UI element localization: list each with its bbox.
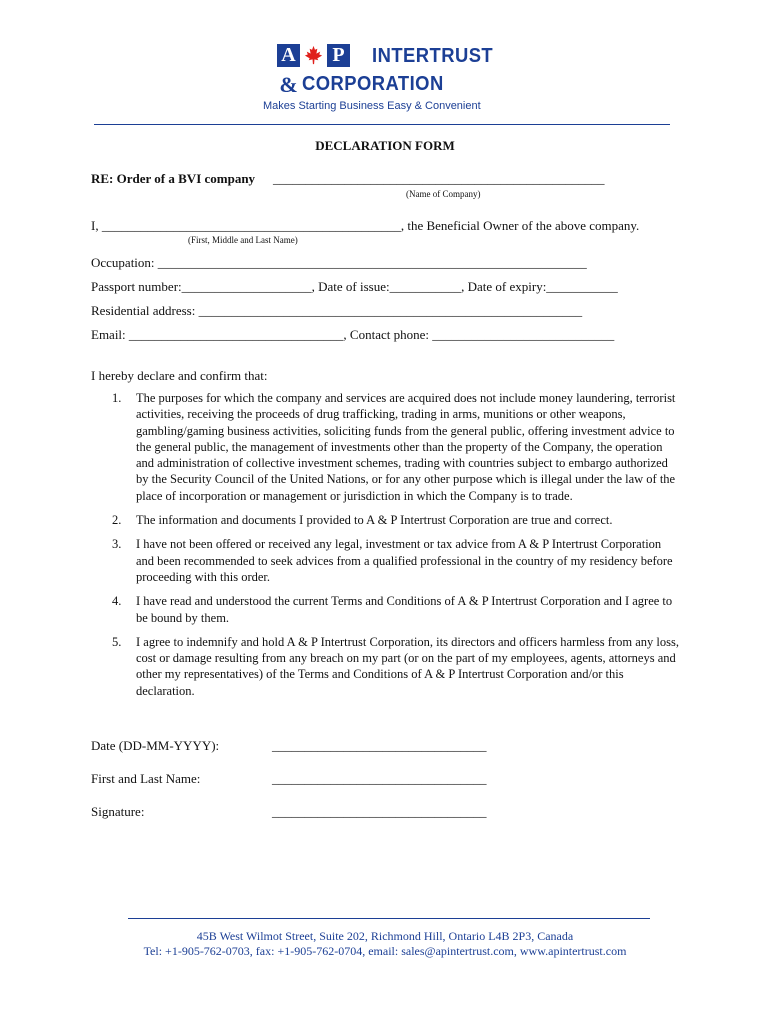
signature-label: Signature: bbox=[91, 804, 145, 819]
logo-letter-a: A bbox=[277, 44, 300, 67]
company-name-field[interactable]: ___________________________________________________ bbox=[273, 171, 605, 186]
footer-divider bbox=[128, 918, 650, 919]
list-item-text: I have not been offered or received any legal, investment or tax advice from A & P Intertrust Corporation and been recommended to seek advices from a qualified professional in the country of my residency before proceeding with this order. bbox=[136, 537, 673, 584]
list-item-text: I agree to indemnify and hold A & P Intertrust Corporation, its directors and officers harmless from any loss, cost or damage resulting from any breach on my part (or on the part of my employees, agents, attorneys and other my representatives) of the Terms and Conditions of A & P Intertrust Corporation and/or this declaration. bbox=[136, 634, 679, 698]
logo-ampersand: & bbox=[279, 72, 298, 97]
list-item bbox=[112, 390, 682, 504]
date-label: Date (DD-MM-YYYY): bbox=[91, 738, 220, 753]
list-item-number: 4. bbox=[112, 594, 122, 609]
list-item-number: 5. bbox=[112, 634, 122, 649]
footer-contact: Tel: +1-905-762-0703, fax: +1-905-762-0704, email: sales@apintertrust.com, www.apintertrust.com bbox=[143, 944, 627, 958]
owner-name-hint: (First, Middle and Last Name) bbox=[188, 235, 298, 245]
header-divider bbox=[94, 124, 670, 125]
logo-letter-p: P bbox=[327, 44, 350, 67]
name-label: First and Last Name: bbox=[91, 771, 201, 786]
date-field[interactable]: _________________________________ bbox=[272, 738, 487, 753]
list-item bbox=[112, 536, 682, 585]
beneficial-owner-field[interactable]: I, ______________________________________________, the Beneficial Owner of the above company. bbox=[91, 218, 640, 233]
list-item-number: 1. bbox=[112, 391, 122, 405]
footer-address: 45B West Wilmot Street, Suite 202, Richmond Hill, Ontario L4B 2P3, Canada bbox=[196, 929, 574, 943]
form-title: DECLARATION FORM bbox=[315, 138, 455, 153]
list-item-text: The purposes for which the company and services are acquired does not include money laundering, terrorist activities, receiving the proceeds of drug trafficking, trading in arms, munitions or other weapons, gambling/gaming business activities, soliciting funds from the general public, offering investment advice to the general public, the management of investments other than the property of the Company, the operation and administration of collective investment schemes, trading with countries subject to embargo authorized by the Security Council of the United Nations, or for any other purpose which is illegal under the law of the place of incorporation or management or jurisdiction in which the Company is to trade. bbox=[136, 391, 676, 503]
declaration-list bbox=[112, 390, 682, 707]
name-field[interactable]: _________________________________ bbox=[272, 771, 487, 786]
logo-name-line1: INTERTRUST bbox=[372, 45, 494, 67]
list-item bbox=[112, 593, 682, 626]
list-item bbox=[112, 512, 682, 528]
passport-field[interactable]: Passport number:____________________, Date of issue:___________, Date of expiry:___________ bbox=[91, 279, 618, 294]
logo-tagline: Makes Starting Business Easy & Convenient bbox=[263, 100, 481, 112]
list-item-text: I have read and understood the current Terms and Conditions of A & P Intertrust Corporation and I agree to be bound by them. bbox=[136, 594, 673, 625]
list-item bbox=[112, 634, 682, 699]
re-label: RE: Order of a BVI company bbox=[91, 171, 256, 186]
declaration-intro: I hereby declare and confirm that: bbox=[91, 368, 268, 383]
list-item-text: The information and documents I provided to A & P Intertrust Corporation are true and correct. bbox=[136, 513, 613, 528]
list-item-number: 3. bbox=[112, 537, 122, 552]
list-item-number: 2. bbox=[112, 513, 122, 528]
maple-leaf-icon bbox=[302, 44, 325, 67]
company-name-hint: (Name of Company) bbox=[406, 189, 481, 199]
logo-name-line2: CORPORATION bbox=[302, 73, 444, 95]
signature-field[interactable]: _________________________________ bbox=[272, 804, 487, 819]
occupation-field[interactable]: Occupation: __________________________________________________________________ bbox=[91, 255, 587, 270]
contact-field[interactable]: Email: _________________________________, Contact phone: ____________________________ bbox=[91, 327, 615, 342]
company-logo bbox=[263, 44, 497, 114]
address-field[interactable]: Residential address: ___________________________________________________________ bbox=[91, 303, 583, 318]
